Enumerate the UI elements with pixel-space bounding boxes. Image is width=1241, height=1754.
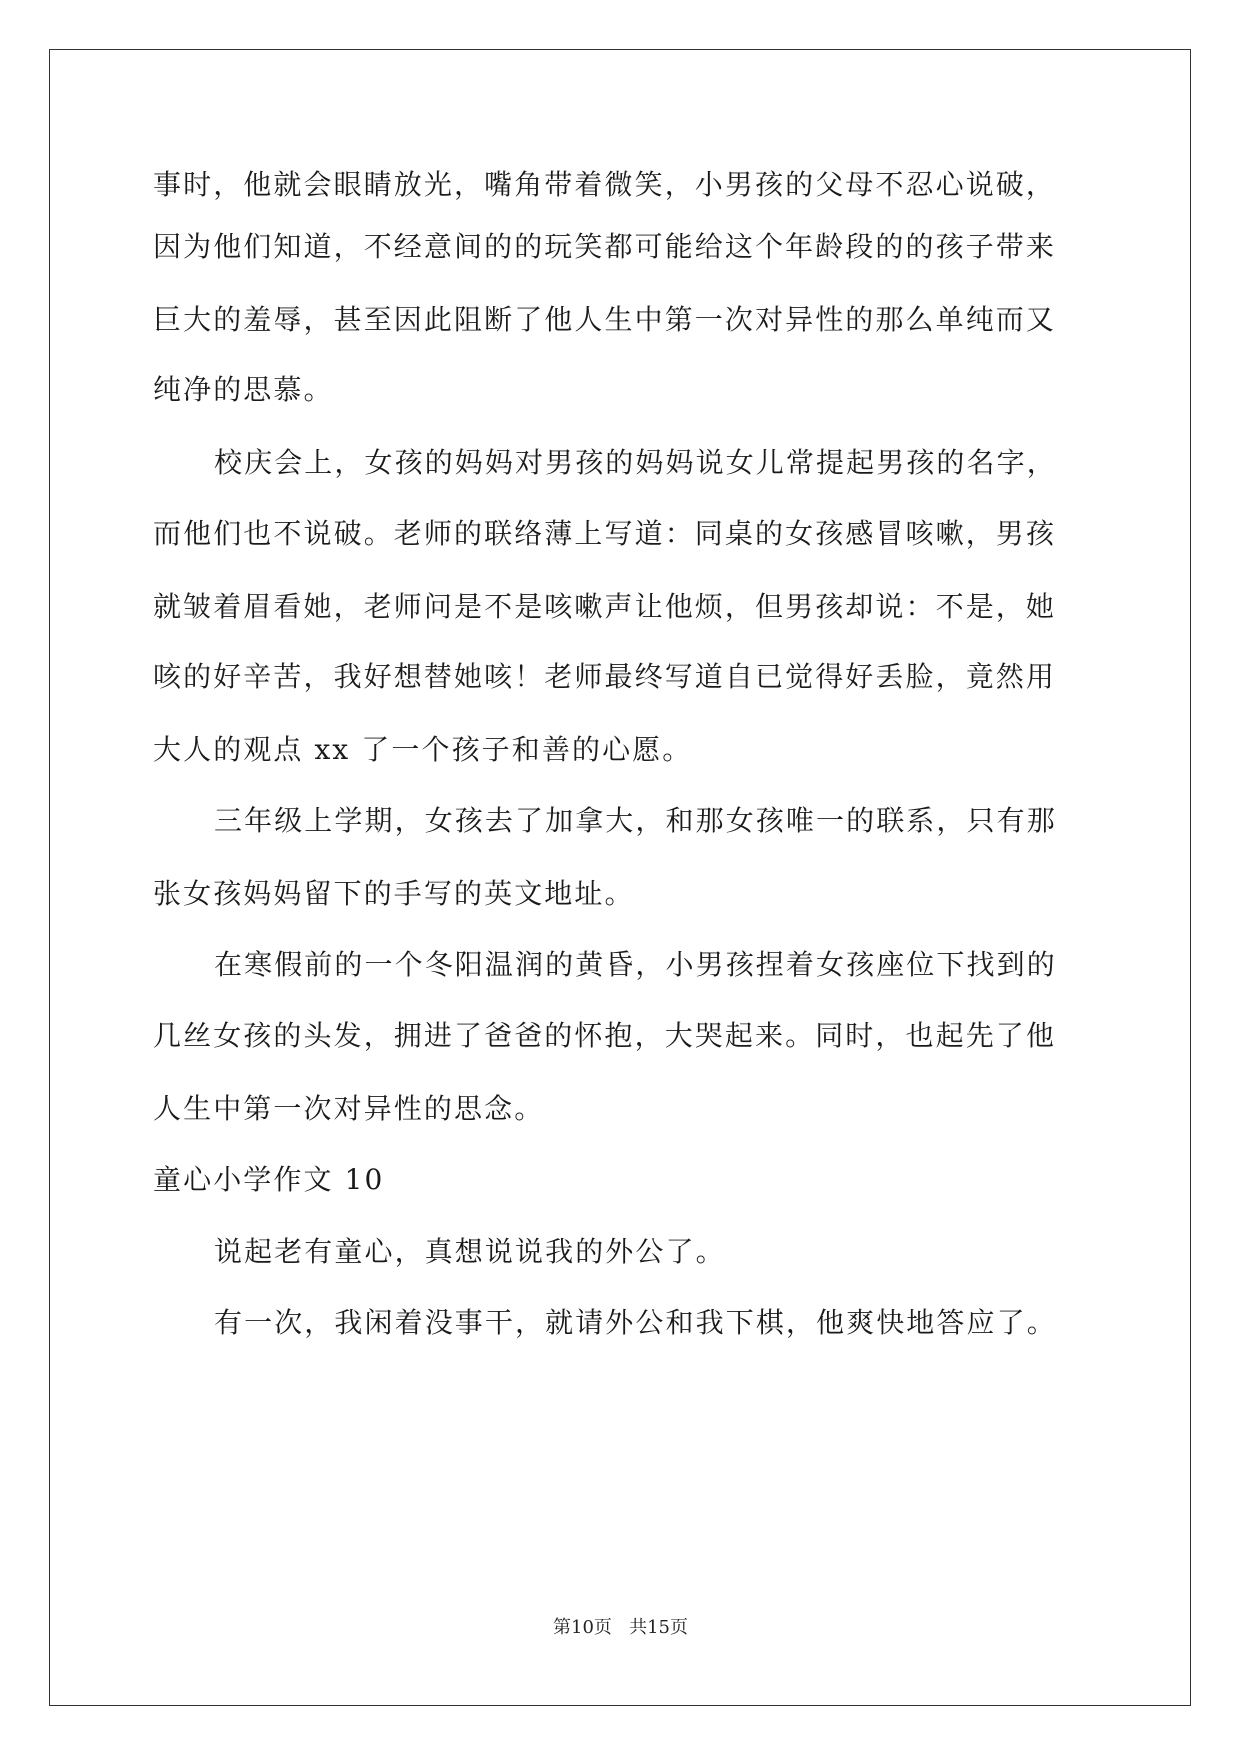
text-line: 几丝女孩的头发，拥进了爸爸的怀抱，大哭起来。同时，也起先了他 bbox=[153, 1019, 1057, 1052]
paragraph-start-line: 说起老有童心，真想说说我的外公了。 bbox=[214, 1235, 726, 1268]
text-line: 纯净的思慕。 bbox=[153, 373, 334, 406]
paragraph-start-line: 有一次，我闲着没事干，就请外公和我下棋，他爽快地答应了。 bbox=[214, 1306, 1057, 1339]
text-line: 人生中第一次对异性的思念。 bbox=[153, 1092, 545, 1125]
text-line: 咳的好辛苦，我好想替她咳！老师最终写道自已觉得好丢脸，竟然用 bbox=[153, 660, 1057, 693]
page-number-footer: 第10页 共15页 bbox=[553, 1617, 688, 1638]
text-line: 因为他们知道，不经意间的的玩笑都可能给这个年龄段的的孩子带来 bbox=[153, 230, 1057, 263]
section-heading: 童心小学作文 10 bbox=[153, 1163, 385, 1196]
text-line: 就皱着眉看她，老师问是不是咳嗽声让他烦，但男孩却说：不是，她 bbox=[153, 590, 1057, 623]
text-line: 张女孩妈妈留下的手写的英文地址。 bbox=[153, 877, 635, 910]
paragraph-start-line: 在寒假前的一个冬阳温润的黄昏，小男孩捏着女孩座位下找到的 bbox=[214, 948, 1057, 981]
text-line: 巨大的羞辱，甚至因此阻断了他人生中第一次对异性的那么单纯而又 bbox=[153, 303, 1057, 336]
paragraph-start-line: 校庆会上，女孩的妈妈对男孩的妈妈说女儿常提起男孩的名字， bbox=[214, 446, 1057, 479]
text-line: 而他们也不说破。老师的联络薄上写道：同桌的女孩感冒咳嗽，男孩 bbox=[153, 517, 1057, 550]
paragraph-start-line: 三年级上学期，女孩去了加拿大，和那女孩唯一的联系，只有那 bbox=[214, 804, 1057, 837]
text-line: 大人的观点 xx 了一个孩子和善的心愿。 bbox=[153, 733, 693, 766]
text-line: 事时，他就会眼睛放光，嘴角带着微笑，小男孩的父母不忍心说破， bbox=[153, 168, 1057, 201]
